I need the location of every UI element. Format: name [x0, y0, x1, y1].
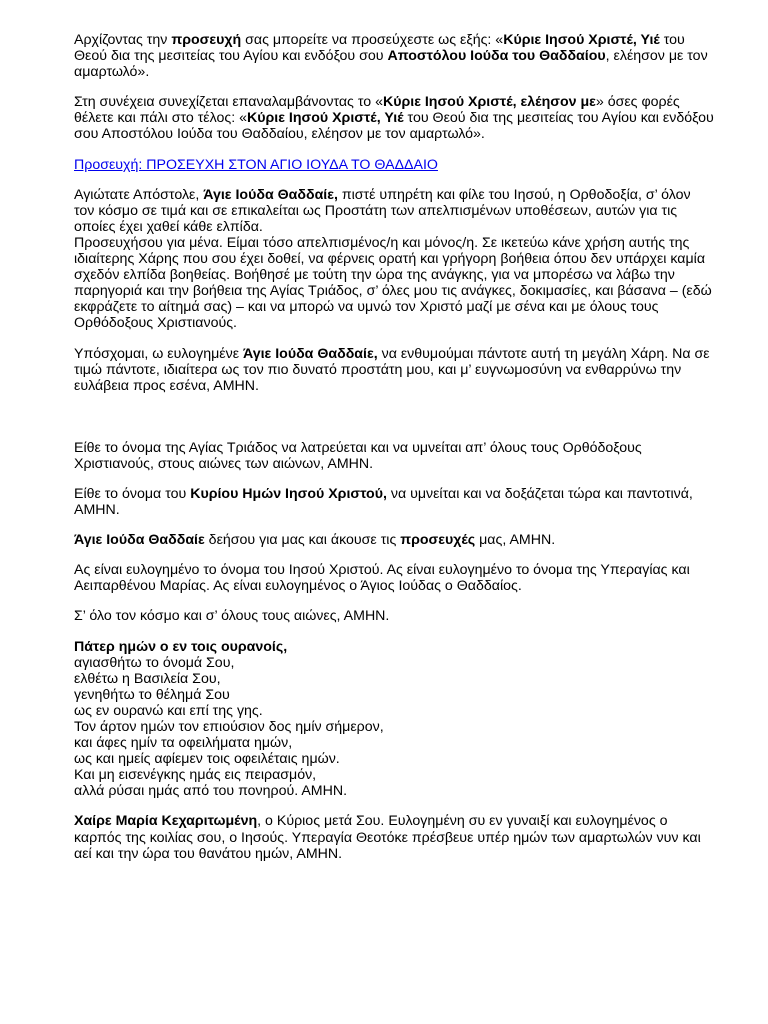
- lords-prayer-title: Πάτερ ημών ο εν τοις ουρανοίς,: [74, 638, 288, 655]
- closing-paragraph-2: Είθε το όνομα του Κυρίου Ημών Ιησού Χριστού, να υμνείται και να δοξάζεται τώρα και παντοτινά, ΑΜΗΝ.: [74, 485, 693, 519]
- prayer-link-paragraph: [74, 157, 714, 173]
- lords-prayer-line: Και μη εισενέγκης ημάς εις πειρασμόν,: [74, 767, 317, 784]
- closing-paragraph-4: Ας είναι ευλογημένο το όνομα του Ιησού Χριστού. Ας είναι ευλογημένο το όνομα της Υπεραγίας και Αειπαρθένου Μαρίας. Ας είναι ευλογημένος ο Άγιος Ιούδας ο Θαδδαίος.: [74, 562, 690, 595]
- hail-mary-paragraph: Χαίρε Μαρία Κεχαριτωμένη, ο Κύριος μετά Σου. Ευλογημένη συ εν γυναιξί και ευλογημένος ο καρπός της κοιλίας σου, ο Ιησούς. Υπεραγία Θεοτόκε πρέσβευε υπέρ ημών των αμαρτωλών νυν και αεί και την ώρα του θανάτου ημών, ΑΜΗΝ.: [74, 813, 701, 862]
- lords-prayer-line: γενηθήτω το θέλημά Σου: [74, 686, 230, 703]
- lords-prayer-line: και άφες ημίν τα οφειλήματα ημών,: [74, 735, 293, 752]
- intro-paragraph-2: Στη συνέχεια συνεχίζεται επαναλαμβάνοντας το «Κύριε Ιησού Χριστέ, ελέησον με» όσες φορές θέλετε και πάλι στο τέλος: «Κύριε Ιησού Χριστέ, Υιέ του Θεού δια της μεσιτείας του Αγίου και ενδόξου σου Αποστόλου Ιούδα του Θαδδαίου, ελέησον με τον αμαρτωλό».: [74, 94, 714, 143]
- closing-paragraph-3: Άγιε Ιούδα Θαδδαίε δεήσου για μας και άκουσε τις προσευχές μας, ΑΜΗΝ.: [74, 532, 556, 549]
- prayer-paragraph-1: Αγιώτατε Απόστολε, Άγιε Ιούδα Θαδδαίε, πιστέ υπηρέτη και φίλε του Ιησού, η Ορθοδοξία, σ’ όλον τον κόσμο σε τιμά και σε επικαλείται ως Προστάτη των απελπισμένων υποθέσεων, αυτών για τις οποίες έχει χαθεί κάθε ελπίδα.: [74, 186, 691, 235]
- document-body: [74, 32, 714, 862]
- lords-prayer-line: αλλά ρύσαι ημάς από του πονηρού. ΑΜΗΝ.: [74, 783, 348, 800]
- intro-paragraph-1: Αρχίζοντας την προσευχή σας μπορείτε να προσεύχεστε ως εξής: «Κύριε Ιησού Χριστέ, Υιέ του Θεού δια της μεσιτείας του Αγίου και ενδόξου σου Αποστόλου Ιούδα του Θαδδαίου, ελέησον με τον αμαρτωλό».: [74, 32, 708, 81]
- prayer-paragraph-2: Προσευχήσου για μένα. Είμαι τόσο απελπισμένος/η και μόνος/η. Σε ικετεύω κάνε χρήση αυτής της ιδιαίτερης Χάρης που σου έχει δοθεί, να φέρνεις ορατή και γρήγορη βοήθεια όπου δεν υπάρχει καμία σχεδόν ελπίδα βοηθείας. Βοήθησέ με τούτη την ώρα της ανάγκης, για να μπορέσω να λάβω την παρηγοριά και την βοήθεια της Αγίας Τριάδος, σ’ όλες μου τις ανάγκες, δοκιμασίες, και βάσανα – (εδώ εκφράζετε το αίτημά σας) – και να μπορώ να υμνώ τον Χριστό μαζί με σένα και με όλους τους Ορθόδοξους Χριστιανούς.: [74, 234, 712, 332]
- lords-prayer-line: ως εν ουρανώ και επί της γης.: [74, 702, 263, 719]
- closing-paragraph-5: Σ’ όλο τον κόσμο και σ’ όλους τους αιώνες, ΑΜΗΝ.: [74, 608, 390, 625]
- lords-prayer-line: ως και ημείς αφίεμεν τοις οφειλέταις ημών.: [74, 751, 340, 768]
- closing-paragraph-1: Είθε το όνομα της Αγίας Τριάδος να λατρεύεται και να υμνείται απ’ όλους τους Ορθόδοξους Χριστιανούς, στους αιώνες των αιώνων, ΑΜΗΝ.: [74, 439, 642, 472]
- lords-prayer-line: ελθέτω η Βασιλεία Σου,: [74, 670, 221, 687]
- prayer-paragraph-3: Υπόσχομαι, ω ευλογημένε Άγιε Ιούδα Θαδδαίε, να ενθυμούμαι πάντοτε αυτή τη μεγάλη Χάρη. Να σε τιμώ πάντοτε, ιδιαίτερα ως τον πιο δυνατό προστάτη μου, και μ’ ευγνωμοσύνη να ενθαρρύνω την ευλάβεια προς εσένα, ΑΜΗΝ.: [74, 345, 710, 394]
- lords-prayer: [74, 639, 714, 800]
- lords-prayer-line: Τον άρτον ημών τον επιούσιον δος ημίν σήμερον,: [74, 719, 384, 735]
- prayer-link[interactable]: Προσευχή: ΠΡΟΣΕΥΧΗ ΣΤΟΝ ΑΓΙΟ ΙΟΥΔΑ ΤΟ ΘΑΔΔΑΙΟ: [74, 156, 438, 173]
- lords-prayer-line: αγιασθήτω το όνομά Σου,: [74, 654, 235, 671]
